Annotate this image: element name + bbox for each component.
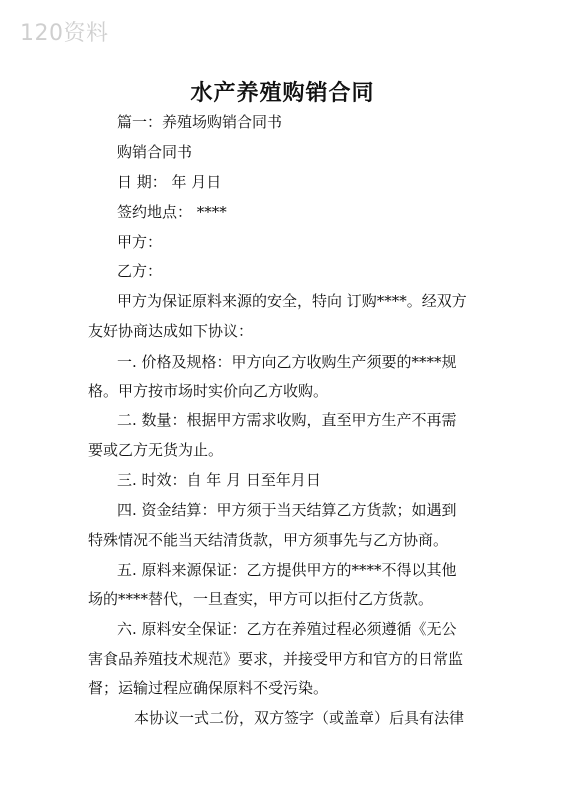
document-title: 水产养殖购销合同 — [190, 80, 375, 106]
section-heading: 篇一：养殖场购销合同书 — [117, 113, 283, 131]
paragraph-line: 甲方为保证原料来源的安全，特向 订购****。经双方 — [117, 292, 467, 310]
clause-1-line: 格。甲方按市场时实价向乙方收购。 — [88, 382, 329, 400]
party-b-line: 乙方： — [117, 262, 163, 280]
clause-6-line: 害食品养殖技术规范》要求，并接受甲方和官方的日常监 — [88, 650, 464, 668]
party-a-line: 甲方： — [117, 233, 163, 251]
clause-2-line: 二. 数量：根据甲方需求收购，直至甲方生产不再需 — [117, 411, 457, 429]
clause-5-line: 五. 原料来源保证：乙方提供甲方的****不得以其他 — [117, 561, 457, 579]
clause-5-line: 场的****替代，一旦查实，甲方可以拒付乙方货款。 — [88, 590, 434, 608]
closing-paragraph-line: 本协议一式二份，双方签字（或盖章）后具有法律 — [134, 709, 465, 727]
location-line: 签约地点： **** — [117, 203, 227, 221]
clause-3-line: 三. 时效：自 年 月 日至年月日 — [117, 471, 321, 489]
clause-6-line: 督；运输过程应确保原料不受污染。 — [88, 679, 329, 697]
contract-subtitle: 购销合同书 — [117, 143, 193, 161]
clause-6-line: 六. 原料安全保证：乙方在养殖过程必须遵循《无公 — [117, 620, 457, 638]
clause-1-line: 一. 价格及规格：甲方向乙方收购生产须要的****规 — [117, 353, 457, 371]
clause-2-line: 要或乙方无货为止。 — [88, 441, 224, 459]
clause-4-line: 特殊情况不能当天结清货款，甲方须事先与乙方协商。 — [88, 531, 449, 549]
clause-4-line: 四. 资金结算：甲方须于当天结算乙方货款；如遇到 — [117, 501, 457, 519]
watermark-logo: 120资料 — [20, 21, 109, 46]
date-line: 日 期： 年 月日 — [117, 173, 222, 191]
paragraph-line: 友好协商达成如下协议： — [88, 322, 254, 340]
